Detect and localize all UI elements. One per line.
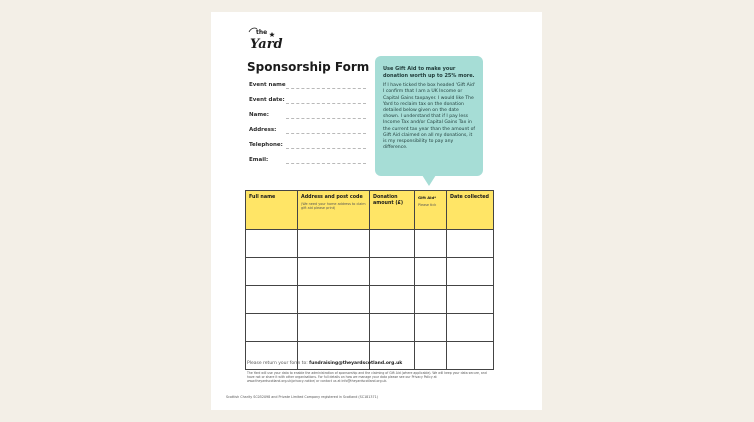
table-row	[246, 314, 494, 342]
col-gift-aid-label: Gift Aid*	[418, 195, 437, 200]
cell-gift-aid[interactable]	[415, 258, 447, 286]
return-instructions	[247, 361, 402, 366]
col-address	[298, 191, 370, 230]
col-full-name	[246, 191, 298, 230]
privacy-notice: The Yard will use your data to enable the administration of sponsorship and the claiming of Gift Aid (where applicable). We will keep your data secure, and have not or share it with other organisations. For full details on how we manage your data please see our Privacy Policy at www.theyardscotland.org.uk/privacy-notice/ or contact us at info@theyardscotland.org.uk.	[247, 371, 487, 383]
email-line[interactable]	[286, 163, 366, 164]
the-yard-logo	[247, 26, 283, 52]
col-donation-label: Donation amount (£)	[373, 195, 404, 206]
telephone-line[interactable]	[286, 148, 366, 149]
col-gift-aid-note: Please tick	[418, 202, 437, 207]
col-date-label: Date collected	[450, 195, 489, 200]
name-line[interactable]	[286, 118, 366, 119]
cell-full-name[interactable]	[246, 286, 298, 314]
table-header-row	[246, 191, 494, 230]
cell-donation[interactable]	[370, 286, 415, 314]
address-label: Address:	[249, 127, 277, 133]
event-name-label: Event name	[249, 82, 286, 88]
callout-pointer	[422, 175, 436, 186]
cell-full-name[interactable]	[246, 314, 298, 342]
cell-date[interactable]	[447, 230, 494, 258]
cell-donation[interactable]	[370, 314, 415, 342]
col-address-label: Address and post code	[301, 195, 363, 200]
cell-date[interactable]	[447, 314, 494, 342]
cell-address[interactable]	[298, 286, 370, 314]
return-prefix: Please return your form to:	[247, 361, 308, 366]
col-gift-aid	[415, 191, 447, 230]
col-address-note: (We need your home address to claim gift aid please print)	[301, 201, 366, 211]
col-date-collected	[447, 191, 494, 230]
col-full-name-label: Full name	[249, 195, 276, 200]
cell-full-name[interactable]	[246, 230, 298, 258]
logo-small-text: the	[256, 29, 268, 36]
gift-aid-heading: Use Gift Aid to make your donation worth up to 25% more.	[383, 66, 475, 79]
gift-aid-declaration: If I have ticked the box headed 'Gift Aid' I confirm that I am a UK Income or Capital Gains taxpayer. I would like The Yard to reclaim tax on the donation detailed below given on the date shown. I understand that if I pay less Income Tax and/or Capital Gains Tax in the current tax year than the amount of Gift Aid claimed on all my donations, it is my responsibility to pay any difference.	[383, 83, 476, 151]
return-email-link[interactable]: fundraising@theyardscotland.org.uk	[309, 361, 403, 366]
event-name-line[interactable]	[286, 88, 366, 89]
cell-address[interactable]	[298, 314, 370, 342]
cell-date[interactable]	[447, 286, 494, 314]
cell-gift-aid[interactable]	[415, 342, 447, 370]
cell-date[interactable]	[447, 342, 494, 370]
gift-aid-callout	[375, 56, 483, 176]
cell-address[interactable]	[298, 258, 370, 286]
cell-gift-aid[interactable]	[415, 314, 447, 342]
charity-registration: Scottish Charity SC052098 and Private Limited Company registered in Scotland (SC181371)	[226, 395, 378, 399]
event-date-line[interactable]	[286, 103, 366, 104]
cell-full-name[interactable]	[246, 258, 298, 286]
telephone-label: Telephone:	[249, 142, 283, 148]
cell-gift-aid[interactable]	[415, 230, 447, 258]
event-date-label: Event date:	[249, 97, 285, 103]
col-donation-amount	[370, 191, 415, 230]
sponsor-table	[245, 190, 494, 370]
cell-gift-aid[interactable]	[415, 286, 447, 314]
cell-donation[interactable]	[370, 258, 415, 286]
address-line[interactable]	[286, 133, 366, 134]
table-row	[246, 230, 494, 258]
cell-donation[interactable]	[370, 230, 415, 258]
email-label: Email:	[249, 157, 269, 163]
cell-address[interactable]	[298, 230, 370, 258]
table-row	[246, 258, 494, 286]
name-label: Name:	[249, 112, 269, 118]
cell-date[interactable]	[447, 258, 494, 286]
table-row	[246, 286, 494, 314]
logo-main-text: Yard	[250, 37, 283, 52]
form-title: Sponsorship Form	[247, 60, 370, 74]
